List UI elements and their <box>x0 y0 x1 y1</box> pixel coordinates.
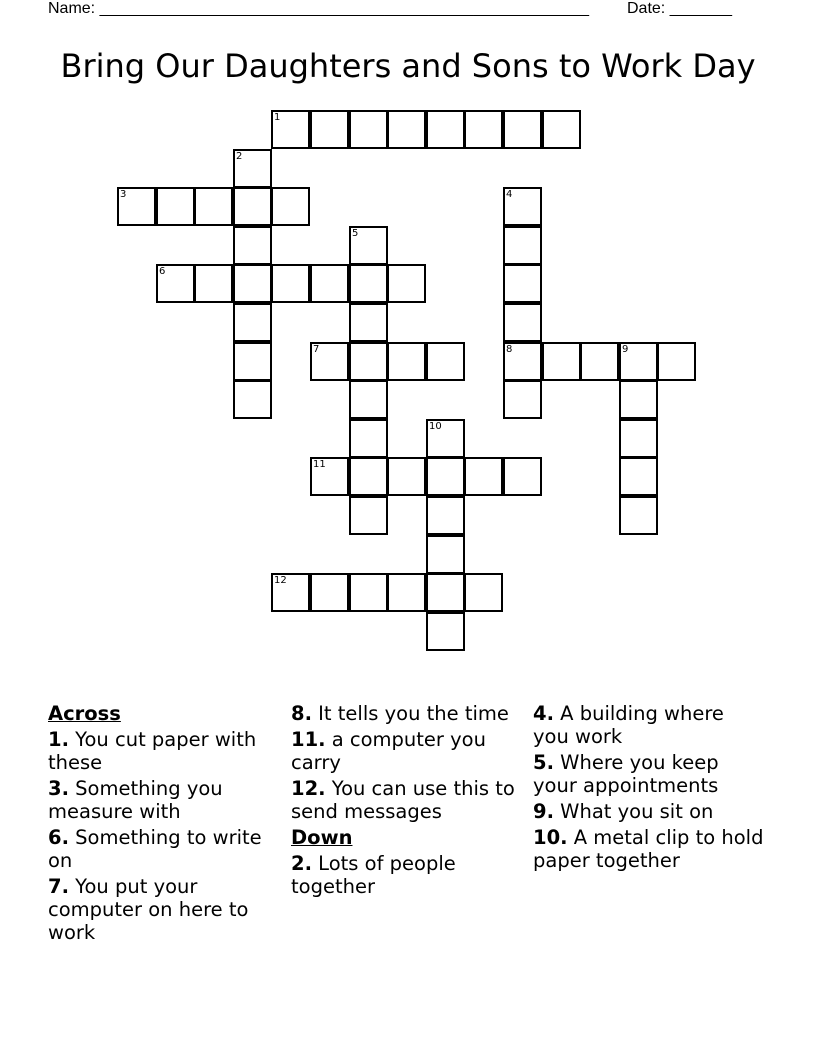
crossword-cell[interactable] <box>156 264 195 303</box>
clue-number: 1. <box>48 728 69 751</box>
clue-number: 8. <box>291 702 312 725</box>
cell-number: 9 <box>622 344 629 355</box>
crossword-cell[interactable] <box>426 419 465 458</box>
clue-number: 12. <box>291 777 326 800</box>
crossword-cell[interactable] <box>194 264 233 303</box>
crossword-cell[interactable] <box>349 110 388 149</box>
clue-text: A metal clip to hold paper together <box>533 826 764 872</box>
crossword-cell[interactable] <box>619 342 658 381</box>
clue-text: A building where you work <box>533 702 724 748</box>
cell-number: 8 <box>506 344 513 355</box>
clue-item <box>291 777 523 823</box>
crossword-cell[interactable] <box>271 573 310 612</box>
cell-number: 7 <box>313 344 320 355</box>
clue-section-heading: Down <box>291 826 353 849</box>
date-label: Date: <box>627 0 666 17</box>
crossword-cell[interactable] <box>503 380 542 419</box>
cell-number: 1 <box>274 112 281 123</box>
crossword-cell[interactable] <box>349 342 388 381</box>
clue-item <box>48 728 280 774</box>
clue-number: 7. <box>48 875 69 898</box>
crossword-cell[interactable] <box>542 342 581 381</box>
cell-number: 5 <box>352 228 359 239</box>
clue-text: a computer you carry <box>291 728 486 774</box>
crossword-cell[interactable] <box>349 419 388 458</box>
cell-number: 4 <box>506 189 513 200</box>
crossword-cell[interactable] <box>233 187 272 226</box>
clue-text: What you sit on <box>553 800 714 823</box>
clue-number: 2. <box>291 852 312 875</box>
clue-number: 6. <box>48 826 69 849</box>
clue-text: You cut paper with these <box>48 728 257 774</box>
cell-number: 10 <box>429 421 442 432</box>
crossword-cell[interactable] <box>426 535 465 574</box>
crossword-cell[interactable] <box>271 187 310 226</box>
crossword-cell[interactable] <box>349 457 388 496</box>
crossword-cell[interactable] <box>503 457 542 496</box>
crossword-cell[interactable] <box>426 342 465 381</box>
crossword-cell[interactable] <box>233 342 272 381</box>
crossword-cell[interactable] <box>464 573 503 612</box>
clue-number: 10. <box>533 826 568 849</box>
clue-item <box>533 826 765 872</box>
crossword-cell[interactable] <box>233 303 272 342</box>
clue-item <box>48 875 280 944</box>
crossword-cell[interactable] <box>233 380 272 419</box>
name-field[interactable] <box>48 0 589 18</box>
clue-text: Where you keep your appointments <box>533 751 719 797</box>
clue-item <box>291 852 523 898</box>
crossword-cell[interactable] <box>310 342 349 381</box>
clue-item <box>48 777 280 823</box>
clue-text: Something to write on <box>48 826 262 872</box>
crossword-cell[interactable] <box>194 187 233 226</box>
crossword-cell[interactable] <box>349 573 388 612</box>
crossword-cell[interactable] <box>503 264 542 303</box>
crossword-cell[interactable] <box>349 496 388 535</box>
page-title: Bring Our Daughters and Sons to Work Day <box>60 47 756 85</box>
cell-number: 12 <box>274 575 287 586</box>
crossword-cell[interactable] <box>503 110 542 149</box>
clue-item <box>533 702 765 748</box>
date-blank[interactable]: _______ <box>669 0 732 17</box>
crossword-cell[interactable] <box>310 264 349 303</box>
crossword-cell[interactable] <box>503 303 542 342</box>
crossword-cell[interactable] <box>542 110 581 149</box>
clue-column-3 <box>533 702 765 875</box>
cell-number: 2 <box>236 151 243 162</box>
crossword-cell[interactable] <box>464 110 503 149</box>
crossword-cell[interactable] <box>349 264 388 303</box>
clue-item <box>291 702 523 725</box>
clue-item <box>291 728 523 774</box>
clue-column-2 <box>291 702 523 901</box>
crossword-cell[interactable] <box>426 573 465 612</box>
cell-number: 3 <box>120 189 127 200</box>
crossword-cell[interactable] <box>426 457 465 496</box>
crossword-cell[interactable] <box>349 380 388 419</box>
clue-text: Lots of people together <box>291 852 456 898</box>
clue-text: You put your computer on here to work <box>48 875 249 944</box>
crossword-cell[interactable] <box>503 342 542 381</box>
crossword-cell[interactable] <box>619 457 658 496</box>
crossword-cell[interactable] <box>619 419 658 458</box>
crossword-cell[interactable] <box>619 380 658 419</box>
crossword-cell[interactable] <box>387 342 426 381</box>
name-label: Name: <box>48 0 96 17</box>
crossword-cell[interactable] <box>657 342 696 381</box>
crossword-cell[interactable] <box>387 573 426 612</box>
clue-item <box>533 751 765 797</box>
clue-text: It tells you the time <box>311 702 509 725</box>
clue-text: Something you measure with <box>48 777 223 823</box>
crossword-cell[interactable] <box>349 303 388 342</box>
crossword-cell[interactable] <box>271 264 310 303</box>
crossword-cell[interactable] <box>310 110 349 149</box>
clue-column-1 <box>48 702 280 947</box>
clue-item <box>533 800 765 823</box>
clue-section-heading: Across <box>48 702 121 725</box>
crossword-cell[interactable] <box>426 612 465 651</box>
crossword-cell[interactable] <box>503 226 542 265</box>
crossword-cell[interactable] <box>426 110 465 149</box>
crossword-cell[interactable] <box>271 110 310 149</box>
date-field[interactable] <box>627 0 732 18</box>
clue-number: 3. <box>48 777 69 800</box>
crossword-cell[interactable] <box>503 187 542 226</box>
crossword-cell[interactable] <box>233 226 272 265</box>
crossword-cell[interactable] <box>464 457 503 496</box>
crossword-cell[interactable] <box>387 264 426 303</box>
clue-number: 9. <box>533 800 554 823</box>
crossword-cell[interactable] <box>387 457 426 496</box>
crossword-cell[interactable] <box>580 342 619 381</box>
crossword-cell[interactable] <box>349 226 388 265</box>
crossword-cell[interactable] <box>310 457 349 496</box>
clue-number: 5. <box>533 751 554 774</box>
clue-text: You can use this to send messages <box>291 777 515 823</box>
crossword-cell[interactable] <box>156 187 195 226</box>
cell-number: 11 <box>313 459 326 470</box>
cell-number: 6 <box>159 266 166 277</box>
crossword-cell[interactable] <box>117 187 156 226</box>
clue-number: 4. <box>533 702 554 725</box>
crossword-cell[interactable] <box>387 110 426 149</box>
crossword-cell[interactable] <box>310 573 349 612</box>
clue-item <box>48 826 280 872</box>
crossword-cell[interactable] <box>233 264 272 303</box>
clue-number: 11. <box>291 728 326 751</box>
crossword-cell[interactable] <box>426 496 465 535</box>
name-blank[interactable]: _______________________________________________________ <box>99 0 589 17</box>
crossword-cell[interactable] <box>233 149 272 188</box>
crossword-cell[interactable] <box>619 496 658 535</box>
